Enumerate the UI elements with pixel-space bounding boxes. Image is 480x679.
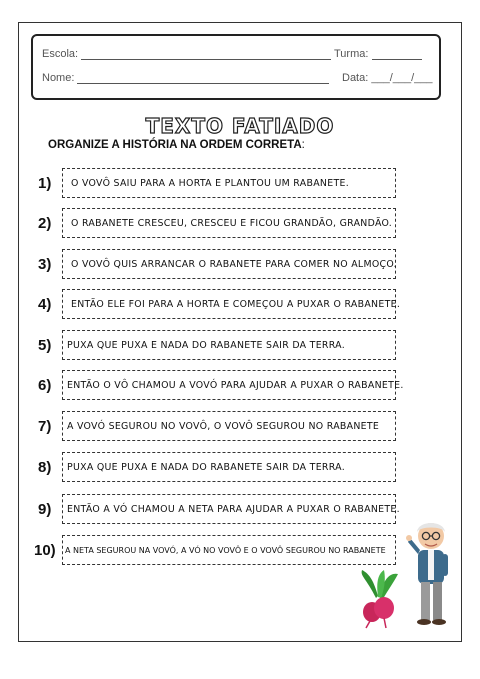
sentence-text: ENTÃO A VÓ CHAMOU A NETA PARA AJUDAR A PUXAR O RABANETE. [67, 503, 400, 515]
sentence-text: PUXA QUE PUXA E NADA DO RABANETE SAIR DA TERRA. [67, 339, 345, 351]
sentence-box[interactable] [62, 370, 404, 400]
name-line [42, 72, 329, 84]
name-blank [77, 73, 329, 84]
sentence-text: O VOVÔ SAIU PARA A HORTA E PLANTOU UM RABANETE. [71, 177, 349, 189]
sentence-number: 6) [38, 377, 52, 394]
sentence-box[interactable] [62, 168, 396, 198]
sentence-row [0, 168, 480, 200]
sentence-row [0, 249, 480, 281]
sentence-text: ENTÃO O VÔ CHAMOU A VOVÓ PARA AJUDAR A PUXAR O RABANETE. [67, 379, 404, 391]
date-label: Data: [342, 72, 369, 84]
class-line [334, 48, 422, 60]
class-label: Turma: [334, 48, 369, 60]
sentence-number: 3) [38, 256, 52, 273]
sentence-text: PUXA QUE PUXA E NADA DO RABANETE SAIR DA TERRA. [67, 461, 345, 473]
sentence-box[interactable] [62, 535, 396, 565]
sentence-text: A VOVÓ SEGUROU NO VOVÔ, O VOVÔ SEGUROU NO RABANETE [67, 420, 380, 432]
sentence-number: 5) [38, 337, 52, 354]
name-label: Nome: [42, 72, 75, 84]
sentence-box[interactable] [62, 330, 396, 360]
instruction-colon: : [301, 139, 305, 151]
sentence-number: 1) [38, 175, 52, 192]
sentence-row [0, 289, 480, 321]
sentence-number: 10) [34, 542, 56, 559]
sentence-row [0, 208, 480, 240]
sentence-box[interactable] [62, 208, 396, 238]
sentence-number: 4) [38, 296, 52, 313]
sentence-row [0, 330, 480, 362]
sentence-text: A NETA SEGUROU NA VOVÓ, A VÓ NO VOVÔ E O VOVÔ SEGUROU NO RABANETE [65, 545, 386, 555]
sentence-text: O VOVÔ QUIS ARRANCAR O RABANETE PARA COMER NO ALMOÇO. [71, 258, 397, 270]
instruction [48, 139, 305, 151]
date-line [342, 72, 433, 84]
sentence-number: 2) [38, 215, 52, 232]
sentence-row [0, 452, 480, 484]
sentence-box[interactable] [62, 452, 396, 482]
sentence-number: 9) [38, 501, 52, 518]
class-blank [372, 49, 422, 60]
sentence-text: O RABANETE CRESCEU, CRESCEU E FICOU GRANDÃO, GRANDÃO. [71, 217, 393, 229]
school-line [42, 48, 331, 60]
sentence-row [0, 370, 480, 402]
sentence-number: 7) [38, 418, 52, 435]
sentence-row [0, 411, 480, 443]
sentence-number: 8) [38, 459, 52, 476]
grandpa-illustration [404, 516, 454, 628]
radish-illustration [356, 568, 402, 630]
school-label: Escola: [42, 48, 79, 60]
header-box [31, 34, 441, 100]
sentence-text: ENTÃO ELE FOI PARA A HORTA E COMEÇOU A PUXAR O RABANETE. [71, 298, 401, 310]
sentence-box[interactable] [62, 411, 396, 441]
date-blank: ___/___/___ [371, 72, 433, 84]
sentence-box[interactable] [62, 289, 401, 319]
instruction-text: ORGANIZE A HISTÓRIA NA ORDEM CORRETA [48, 139, 302, 151]
sentence-box[interactable] [62, 249, 396, 279]
school-blank [81, 49, 331, 60]
sentence-box[interactable] [62, 494, 400, 524]
page-title: TEXTO FATIADO [145, 114, 335, 138]
